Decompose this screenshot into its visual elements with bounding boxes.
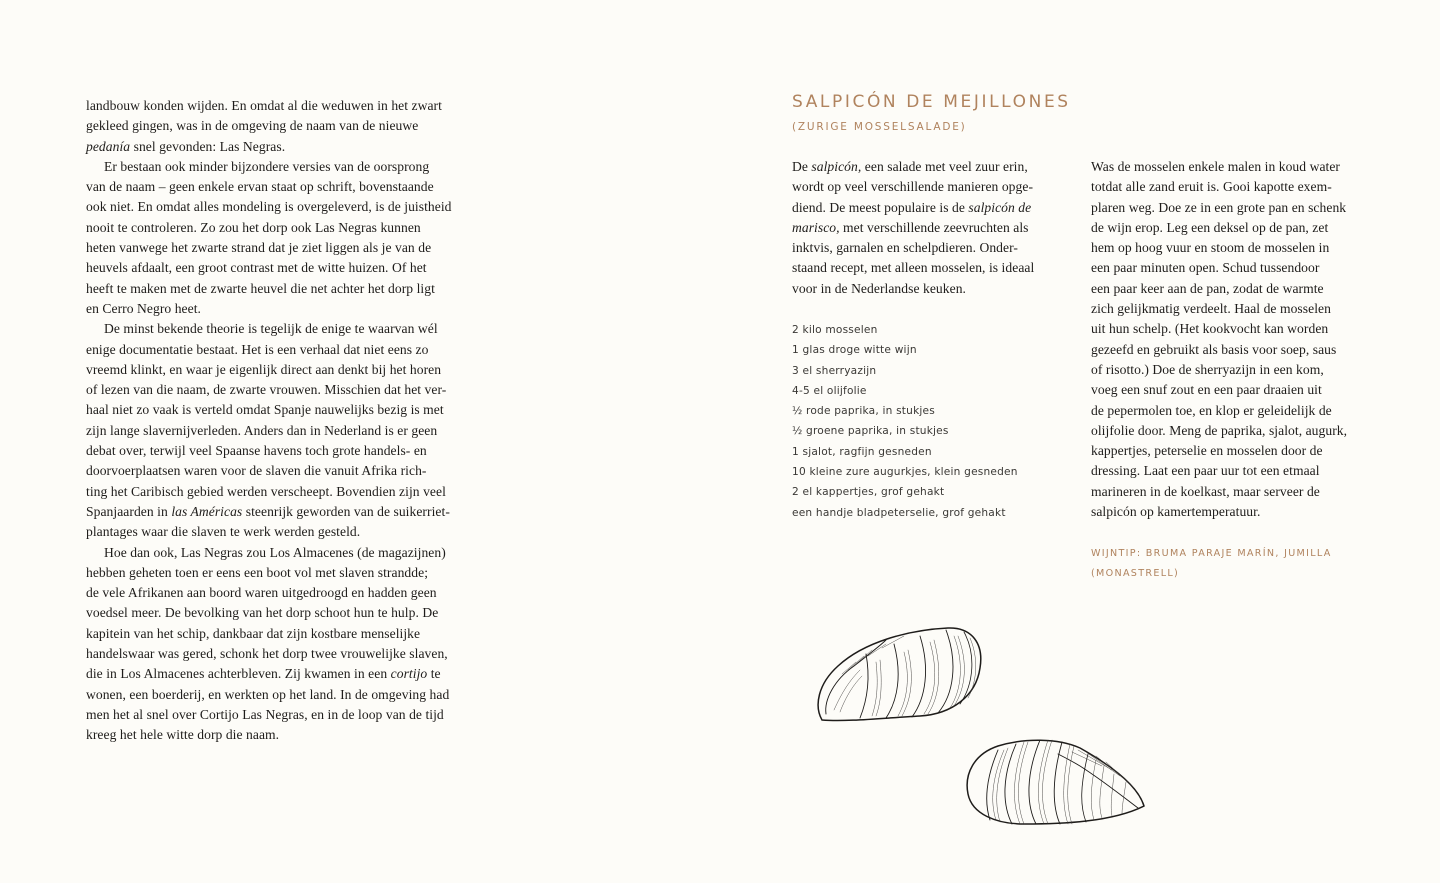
text-line: olijfolie door. Meng de paprika, sjalot, augurk, [1091,422,1348,438]
text-line: van de naam – geen enkele ervan staat op schrift, bovenstaande [86,179,434,195]
text-line: plantages waar die slaven te werk werden gesteld. [86,524,361,540]
mussel-illustration-1 [812,622,988,726]
text-line: voor in de Nederlandse keuken. [792,280,967,296]
text-line: enige documentatie bestaat. Het is een verhaal dat niet eens zo [86,341,429,357]
text-line: diend. De meest populaire is de salpicón de [792,199,1032,215]
text-line: Was de mosselen enkele malen in koud water [1091,159,1341,174]
text-line: plaren weg. Doe ze in een grote pan en schenk [1091,199,1347,215]
text-line: hem op hoog vuur en stoom de mosselen in [1091,240,1330,256]
italic-term: salpicón, [811,159,862,174]
wine-tip-line: WIJNTIP: BRUMA PARAJE MARÍN, JUMILLA [1091,548,1332,559]
text-line: de wijn erop. Leg een deksel op de pan, zet [1091,219,1329,235]
text-line: of lezen van die naam, de zwarte vrouwen. Misschien dat het ver- [86,382,447,398]
text-line: pedanía snel gevonden: Las Negras. [86,138,286,154]
text-line: Er bestaan ook minder bijzondere versies van de oorsprong [104,158,430,174]
text-line: of risotto.) Doe de sherryazijn in een kom, [1091,361,1324,377]
italic-term: cortijo [390,666,428,682]
text-line: handelswaar was gered, schonk het dorp twee vrouwelijke slaven, [86,646,448,662]
text-line: de vele Afrikanen aan boord waren uitgedroogd en hadden geen [86,585,437,601]
text-line: gekleed gingen, was in de omgeving de naam van de nieuwe [86,118,419,134]
text-line: nooit te controleren. Zo zou het dorp ook Las Negras kunnen [86,219,421,235]
text-line: kappertjes, peterselie en mosselen door de [1091,443,1323,459]
text-line: een paar minuten open. Schud tussendoor [1091,260,1320,276]
ingredient-item: 3 el sherryazijn [792,364,877,377]
text-line: voeg een snuf zout en een paar draaien uit [1091,382,1322,398]
text-line: dressing. Laat een paar uur tot een etmaal [1091,463,1320,479]
text-line: ook niet. En omdat alles mondeling is overgeleverd, is de juistheid [86,199,452,215]
ingredient-item: 4-5 el olijfolie [792,384,867,397]
text-line: wonen, een boerderij, en werkten op het land. In de omgeving had [86,686,450,702]
text-line: ting het Caribisch gebied werden verscheept. Bovendien zijn veel [86,483,446,499]
text-line: wordt op veel verschillende manieren opge- [792,179,1034,195]
ingredient-item: een handje bladpeterselie, grof gehakt [792,506,1006,519]
text-line: landbouw konden wijden. En omdat al die weduwen in het zwart [86,98,442,113]
text-line: zijn lange slavernijverleden. Anders dan in Nederland is er geen [86,422,438,438]
italic-term: salpicón de [968,199,1032,215]
recipe-subtitle: (ZURIGE MOSSELSALADE) [792,121,967,133]
ingredient-item: 10 kleine zure augurkjes, klein gesneden [792,466,1018,479]
ingredient-item: 1 sjalot, ragfijn gesneden [792,445,932,458]
ingredient-list [792,320,1018,523]
ingredient-item: 2 el kappertjes, grof gehakt [792,486,945,499]
text-line: marineren in de koelkast, maar serveer de [1091,483,1320,499]
ingredient-item: 2 kilo mosselen [792,324,878,336]
text-line: De minst bekende theorie is tegelijk de enige te waarvan wél [104,321,438,337]
text-line: vreemd klinkt, en waar je eigenlijk direct aan denkt bij het horen [86,361,442,377]
text-line: heten vanwege het zwarte strand dat je ziet liggen als je van de [86,240,432,256]
text-line: heeft te maken met de zwarte heuvel die net achter het dorp ligt [86,280,435,296]
ingredient-item: ½ groene paprika, in stukjes [792,425,949,438]
text-line: inktvis, garnalen en schelpdieren. Onder- [792,240,1018,256]
text-line: totdat alle zand eruit is. Gooi kapotte exem- [1091,179,1332,195]
text-line: staand recept, met alleen mosselen, is ideaal [792,260,1035,276]
text-line: gezeefd en gebruikt als basis voor soep, saus [1091,341,1337,357]
text-line: en Cerro Negro heet. [86,300,201,316]
recipe-intro [792,157,1067,299]
text-line: die in Los Almacenes achterbleven. Zij kwamen in een cortijo te [86,666,441,682]
text-line: haal niet zo vaak is verteld omdat Spanje nauwelijks bezig is met [86,402,444,418]
text-line: De salpicón, een salade met veel zuur erin, [792,159,1028,174]
italic-term: las Américas [171,503,243,519]
text-line: heuvels afdaalt, een groot contrast met de witte huizen. Of het [86,260,427,276]
text-line: salpicón op kamertemperatuur. [1091,504,1261,520]
text-line: doorvoerplaatsen waren voor de slaven die vanuit Afrika rich- [86,463,427,479]
wine-tip [1091,544,1391,585]
text-line: Spanjaarden in las Américas steenrijk geworden van de suikerriet- [86,503,450,519]
text-line: zich gelijkmatig verdeelt. Haal de mosselen [1091,301,1331,317]
text-line: hebben geheten toen er eens een boot vol met slaven strandde; [86,564,429,580]
ingredient-item: ½ rode paprika, in stukjes [792,405,935,418]
recipe-title: SALPICÓN DE MEJILLONES [792,92,1071,112]
left-page-text [86,96,468,746]
wine-tip-line: (MONASTRELL) [1091,568,1180,580]
recipe-method [1091,157,1381,522]
text-line: voedsel meer. De bevolking van het dorp schoot hun te hulp. De [86,605,439,621]
italic-term: pedanía [86,138,131,154]
italic-term: marisco, [792,219,840,235]
text-line: debat over, terwijl veel Spaanse havens toch grote handels- en [86,443,427,459]
ingredient-item: 1 glas droge witte wijn [792,344,917,357]
text-line: kreeg het hele witte dorp die naam. [86,727,280,743]
text-line: kapitein van het schip, dankbaar dat zijn kostbare menselijke [86,625,421,641]
text-line: de pepermolen toe, en klop er geleidelijk de [1091,402,1332,418]
mussel-illustration-2 [962,736,1154,830]
text-line: Hoe dan ook, Las Negras zou Los Almacenes (de magazijnen) [104,544,446,560]
text-line: men het al snel over Cortijo Las Negras, en in de loop van de tijd [86,706,444,722]
text-line: een paar keer aan de pan, zodat de warmte [1091,280,1324,296]
text-line: uit hun schelp. (Het kookvocht kan worden [1091,321,1329,337]
text-line: marisco, met verschillende zeevruchten als [792,219,1029,235]
